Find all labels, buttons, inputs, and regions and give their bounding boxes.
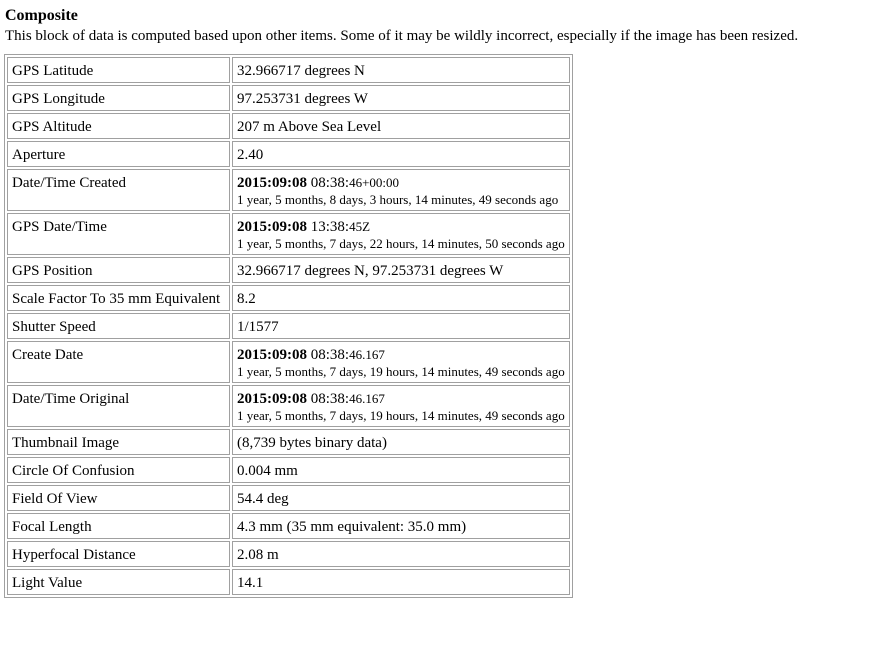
row-key: GPS Longitude [7, 85, 230, 111]
table-row [7, 85, 570, 111]
table-row [7, 513, 570, 539]
date-value: 2015:09:08 [237, 347, 307, 363]
row-key: Hyperfocal Distance [7, 541, 230, 567]
row-value: 4.3 mm (35 mm equivalent: 35.0 mm) [232, 513, 570, 539]
row-key: GPS Position [7, 257, 230, 283]
row-value: 2.40 [232, 141, 570, 167]
date-value: 2015:09:08 [237, 219, 307, 235]
section-title: Composite [5, 7, 78, 24]
time-value: 08:38: [310, 391, 350, 407]
date-value: 2015:09:08 [237, 175, 307, 191]
row-value: 207 m Above Sea Level [232, 113, 570, 139]
row-value: 2.08 m [232, 541, 570, 567]
table-row [7, 569, 570, 595]
row-value: 97.253731 degrees W [232, 85, 570, 111]
row-key: Date/Time Original [7, 385, 230, 427]
row-key: Focal Length [7, 513, 230, 539]
row-value [232, 385, 570, 427]
table-row [7, 57, 570, 83]
table-row [7, 541, 570, 567]
time-suffix: 46+00:00 [349, 175, 400, 190]
time-suffix: 46.167 [349, 347, 385, 362]
time-suffix: 45Z [349, 219, 371, 234]
row-value: 1/1577 [232, 313, 570, 339]
row-key: GPS Altitude [7, 113, 230, 139]
table-row [7, 457, 570, 483]
table-row [7, 113, 570, 139]
row-key: Field Of View [7, 485, 230, 511]
row-value: 54.4 deg [232, 485, 570, 511]
row-key: Circle Of Confusion [7, 457, 230, 483]
table-row [7, 429, 570, 455]
row-value: 0.004 mm [232, 457, 570, 483]
date-value: 2015:09:08 [237, 391, 307, 407]
relative-age: 1 year, 5 months, 7 days, 19 hours, 14 minutes, 49 seconds ago [237, 364, 565, 379]
row-key: GPS Date/Time [7, 213, 230, 255]
table-row [7, 485, 570, 511]
row-key: Aperture [7, 141, 230, 167]
row-key: Thumbnail Image [7, 429, 230, 455]
row-value: 32.966717 degrees N, 97.253731 degrees W [232, 257, 570, 283]
table-row [7, 257, 570, 283]
table-row [7, 141, 570, 167]
table-row [7, 313, 570, 339]
table-row [7, 285, 570, 311]
table-row [7, 213, 570, 255]
relative-age: 1 year, 5 months, 8 days, 3 hours, 14 minutes, 49 seconds ago [237, 192, 559, 207]
row-key: GPS Latitude [7, 57, 230, 83]
table-row [7, 341, 570, 383]
time-value: 13:38: [310, 219, 350, 235]
row-key: Scale Factor To 35 mm Equivalent [7, 285, 230, 311]
time-suffix: 46.167 [349, 391, 385, 406]
time-value: 08:38: [310, 347, 350, 363]
row-key: Shutter Speed [7, 313, 230, 339]
composite-metadata-table [4, 54, 573, 598]
row-value [232, 213, 570, 255]
relative-age: 1 year, 5 months, 7 days, 19 hours, 14 minutes, 49 seconds ago [237, 408, 565, 423]
row-value: (8,739 bytes binary data) [232, 429, 570, 455]
row-key: Create Date [7, 341, 230, 383]
row-value: 14.1 [232, 569, 570, 595]
section-description: This block of data is computed based upon other items. Some of it may be wildly incorrect, especially if the image has been resized. [5, 28, 799, 44]
relative-age: 1 year, 5 months, 7 days, 22 hours, 14 minutes, 50 seconds ago [237, 236, 565, 251]
row-key: Light Value [7, 569, 230, 595]
table-row [7, 169, 570, 211]
row-value: 32.966717 degrees N [232, 57, 570, 83]
row-key: Date/Time Created [7, 169, 230, 211]
time-value: 08:38: [310, 175, 350, 191]
row-value: 8.2 [232, 285, 570, 311]
table-row [7, 385, 570, 427]
row-value [232, 169, 570, 211]
row-value [232, 341, 570, 383]
